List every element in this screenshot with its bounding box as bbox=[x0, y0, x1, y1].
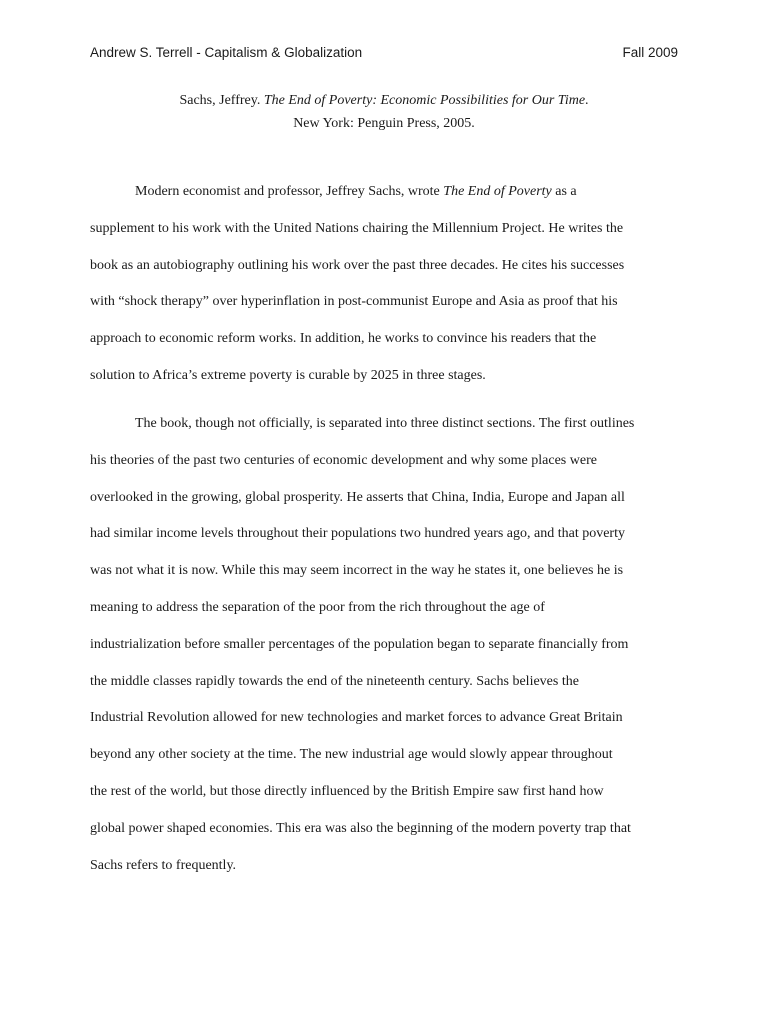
header-term: Fall 2009 bbox=[622, 45, 678, 60]
citation-title: The End of Poverty: Economic Possibilities for Our Time bbox=[263, 93, 586, 108]
paragraph-line: meaning to address the separation of the poor from the rich throughout the age of bbox=[90, 599, 545, 615]
paragraph-line: global power shaped economies. This era was also the beginning of the modern poverty trap that bbox=[90, 820, 631, 836]
citation-line-1 bbox=[90, 89, 678, 112]
book-title-italic: The End of Poverty bbox=[443, 184, 552, 199]
paragraph-line: was not what it is now. While this may seem incorrect in the way he states it, one believes he is bbox=[90, 563, 624, 579]
paragraph-line: had similar income levels throughout their populations two hundred years ago, and that poverty bbox=[90, 526, 625, 542]
citation-line-2: New York: Penguin Press, 2005. bbox=[293, 116, 475, 131]
paragraph-line: solution to Africa’s extreme poverty is curable by 2025 in three stages. bbox=[90, 367, 486, 383]
paragraph-line: Sachs refers to frequently. bbox=[90, 857, 237, 873]
citation bbox=[90, 89, 678, 135]
paragraph-line: his theories of the past two centuries of economic development and why some places were bbox=[90, 452, 597, 468]
paragraph-line: Modern economist and professor, Jeffrey Sachs, wrote The End of Poverty as a bbox=[135, 184, 577, 199]
citation-title-end: . bbox=[585, 93, 589, 108]
paragraph-2 bbox=[90, 406, 690, 884]
page-header bbox=[90, 43, 678, 63]
paragraph-line: beyond any other society at the time. The new industrial age would slowly appear throughout bbox=[90, 747, 613, 763]
paragraph-line: with “shock therapy” over hyperinflation in post-communist Europe and Asia as proof that his bbox=[90, 294, 618, 310]
header-author-course: Andrew S. Terrell - Capitalism & Globalization bbox=[90, 45, 363, 60]
paragraph-line: the rest of the world, but those directly influenced by the British Empire saw first hand how bbox=[90, 783, 604, 799]
paragraph-line: Industrial Revolution allowed for new technologies and market forces to advance Great Britain bbox=[90, 710, 623, 726]
paragraph-line: overlooked in the growing, global prosperity. He asserts that China, India, Europe and Japan all bbox=[90, 489, 625, 505]
paragraph-line: industrialization before smaller percentages of the population began to separate financially from bbox=[90, 636, 629, 652]
paragraph-line: the middle classes rapidly towards the end of the nineteenth century. Sachs believes the bbox=[90, 673, 579, 689]
citation-author: Sachs, Jeffrey. bbox=[179, 93, 264, 108]
paragraph-1 bbox=[90, 174, 690, 395]
paragraph-line: supplement to his work with the United Nations chairing the Millennium Project. He writes the bbox=[90, 220, 624, 236]
paragraph-line: book as an autobiography outlining his work over the past three decades. He cites his successes bbox=[90, 257, 625, 273]
paragraph-line: The book, though not officially, is separated into three distinct sections. The first outlines bbox=[135, 416, 635, 431]
paragraph-line: approach to economic reform works. In addition, he works to convince his readers that the bbox=[90, 331, 597, 347]
